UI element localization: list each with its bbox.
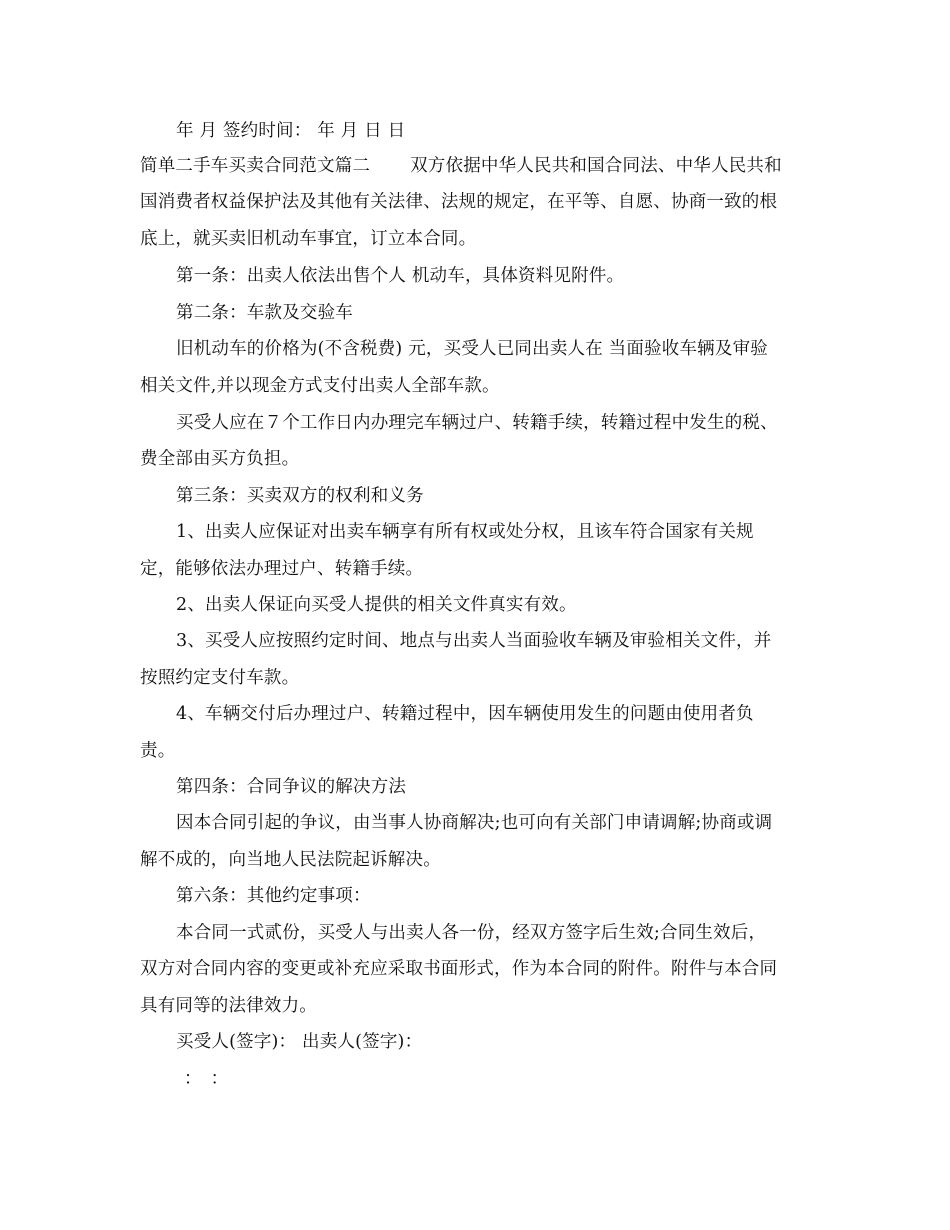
price-clause-line-1: 旧机动车的价格为(不含税费) 元，买受人已同出卖人在 当面验收车辆及审验 bbox=[176, 339, 768, 359]
section-title: 简单二手车买卖合同范文篇二 bbox=[140, 156, 371, 176]
copies-line-2: 双方对合同内容的变更或补充应采取书面形式，作为本合同的附件。附件与本合同 bbox=[140, 959, 778, 979]
duty-1-line-2: 定，能够依法办理过户、转籍手续。 bbox=[140, 559, 424, 579]
intro-line-3: 底上，就买卖旧机动车事宜，订立本合同。 bbox=[140, 229, 477, 249]
copies-line-1: 本合同一式贰份，买受人与出卖人各一份，经双方签字后生效;合同生效后， bbox=[176, 923, 767, 943]
duty-3-line-1: 3、买受人应按照约定时间、地点与出卖人当面验收车辆及审验相关文件，并 bbox=[176, 631, 772, 651]
section-title-line bbox=[140, 155, 820, 177]
duty-3-line-2: 按照约定支付车款。 bbox=[140, 668, 300, 688]
transfer-clause-line-2: 费全部由买方负担。 bbox=[140, 449, 300, 469]
article-6-heading: 第六条：其他约定事项： bbox=[176, 886, 371, 906]
duty-4-line-2: 责。 bbox=[140, 741, 176, 761]
duty-1-line-1: 1、出卖人应保证对出卖车辆享有所有权或处分权，且该车符合国家有关规 bbox=[176, 522, 754, 542]
signing-date-line: 年 月 签约时间： 年 月 日 日 bbox=[176, 121, 406, 141]
article-1: 第一条：出卖人依法出售个人 机动车，具体资料见附件。 bbox=[176, 266, 625, 286]
duty-2: 2、出卖人保证向买受人提供的相关文件真实有效。 bbox=[176, 595, 577, 615]
dispute-line-2: 解不成的，向当地人民法院起诉解决。 bbox=[140, 850, 441, 870]
dispute-line-1: 因本合同引起的争议，由当事人协商解决;也可向有关部门申请调解;协商或调 bbox=[176, 813, 773, 833]
copies-line-3: 具有同等的法律效力。 bbox=[140, 996, 317, 1016]
signature-line: 买受人(签字)： 出卖人(签字)： bbox=[176, 1032, 423, 1052]
intro-line-2: 国消费者权益保护法及其他有关法律、法规的规定，在平等、自愿、协商一致的根 bbox=[140, 192, 778, 212]
article-2-heading: 第二条：车款及交验车 bbox=[176, 303, 353, 323]
duty-4-line-1: 4、车辆交付后办理过户、转籍过程中，因车辆使用发生的问题由使用者负 bbox=[176, 704, 754, 724]
article-3-heading: 第三条：买卖双方的权利和义务 bbox=[176, 486, 424, 506]
intro-text-start: 双方依据中华人民共和国合同法、中华人民共和 bbox=[410, 156, 782, 176]
article-4-heading: 第四条：合同争议的解决方法 bbox=[176, 777, 407, 797]
transfer-clause-line-1: 买受人应在７个工作日内办理完车辆过户、转籍手续，转籍过程中发生的税、 bbox=[176, 413, 778, 433]
signature-colons: ： ： bbox=[184, 1069, 229, 1089]
price-clause-line-2: 相关文件,并以现金方式支付出卖人全部车款。 bbox=[140, 376, 500, 396]
